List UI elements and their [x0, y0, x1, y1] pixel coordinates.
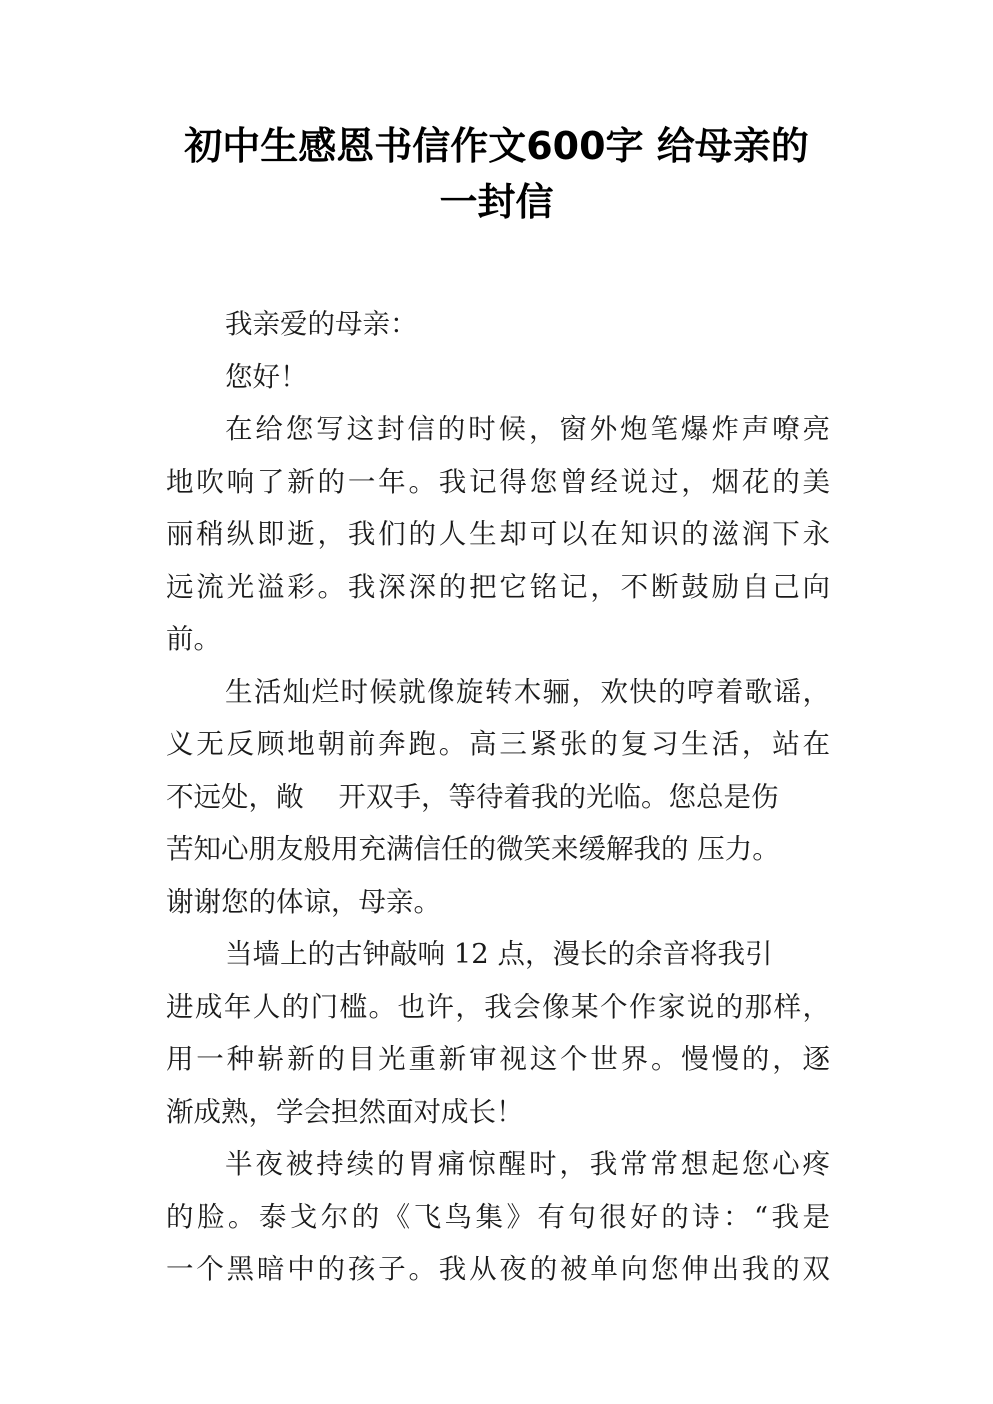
text-line: 前。	[166, 623, 221, 655]
text-line: 苦知心朋友般用充满信任的微笑来缓解我的 压力。	[166, 833, 780, 865]
text-line: 义无反顾地朝前奔跑。高三紧张的复习生活，站在	[166, 728, 830, 760]
text-line: 丽稍纵即逝，我们的人生却可以在知识的滋润下永	[166, 518, 830, 550]
letter-greeting: 您好！	[225, 360, 308, 393]
text-line: 谢谢您的体谅，母亲。	[166, 885, 441, 918]
title-line-2: 一封信	[439, 180, 554, 224]
letter-salutation: 我亲爱的母亲：	[225, 308, 418, 340]
text-line: 渐成熟，学会担然面对成长！	[166, 1095, 524, 1128]
text-line: 远流光溢彩。我深深的把它铭记，不断鼓励自己向	[166, 570, 830, 603]
text-line: 当墙上的古钟敲响 12 点，漫长的余音将我引	[225, 938, 773, 970]
text-line: 半夜被持续的胃痛惊醒时，我常常想起您心疼	[225, 1148, 830, 1180]
title-line-1: 初中生感恩书信作文600字 给母亲的	[184, 124, 809, 168]
text-line: 进成年人的门槛。也许，我会像某个作家说的那样，	[166, 990, 830, 1023]
text-line: 不远处，敞 开双手，等待着我的光临。您总是伤	[166, 780, 779, 813]
text-line: 的脸。泰戈尔的《飞鸟集》有句很好的诗：“我是	[166, 1200, 830, 1233]
letter-body	[166, 298, 830, 1296]
text-line: 用一种崭新的目光重新审视这个世界。慢慢的，逐	[166, 1043, 830, 1075]
text-line: 地吹响了新的一年。我记得您曾经说过，烟花的美	[166, 465, 830, 498]
text-line: 在给您写这封信的时候，窗外炮笔爆炸声嘹亮	[225, 413, 830, 445]
text-line: 一个黑暗中的孩子。我从夜的被单向您伸出我的双	[166, 1253, 830, 1285]
text-line: 生活灿烂时候就像旋转木骊，欢快的哼着歌谣，	[225, 675, 830, 708]
document-title	[120, 118, 873, 230]
